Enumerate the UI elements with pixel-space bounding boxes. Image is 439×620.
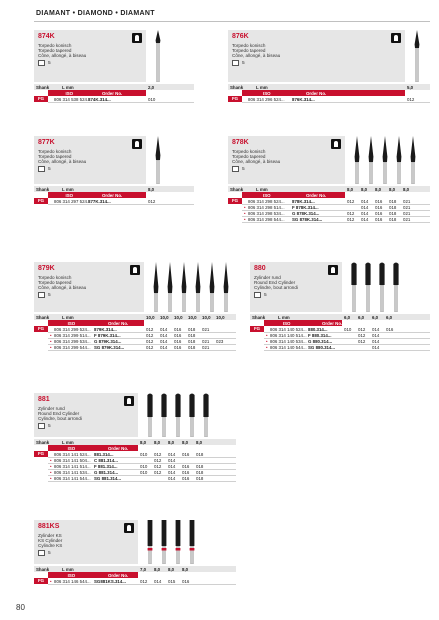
size-value: 015 xyxy=(168,578,176,584)
size-value: 014 xyxy=(361,210,369,216)
pack-quantity: 5 xyxy=(264,292,267,298)
size-value: 021 xyxy=(202,338,210,344)
order-number: G 879K.314... xyxy=(94,338,122,344)
order-header: Order No. xyxy=(306,192,327,198)
size-value: 014 xyxy=(168,469,176,475)
size-value: 016 xyxy=(375,204,383,210)
product-code: 874K xyxy=(38,33,55,40)
product-code: 881KS xyxy=(38,523,60,530)
page-number: 80 xyxy=(16,603,25,612)
product-name-line: Torpedo tapered xyxy=(38,48,72,53)
length-label: L mm xyxy=(62,314,74,320)
size-value: 012 xyxy=(347,210,355,216)
product-table xyxy=(34,84,194,102)
size-value: 018 xyxy=(196,475,204,481)
length-value: 10,0 xyxy=(146,314,155,320)
size-value: 012 xyxy=(146,338,154,344)
length-value: 10,0 xyxy=(174,314,183,320)
iso-number: 806 314 140 534... xyxy=(270,338,307,344)
order-number: SG 880.314... xyxy=(308,344,336,350)
length-label: L mm xyxy=(62,84,74,90)
product-name-line: Torpedo tapered xyxy=(232,48,266,53)
iso-number: 806 314 296 524... xyxy=(248,96,285,102)
size-value: 014 xyxy=(160,326,168,332)
size-value: 021 xyxy=(403,204,411,210)
iso-header: ISO xyxy=(65,90,74,96)
size-value: 010 xyxy=(140,451,148,457)
length-label: L mm xyxy=(256,186,268,192)
length-value: 5,0 xyxy=(407,84,414,90)
length-value: 8,0 xyxy=(361,186,368,192)
product-name-line: Torpedo konisch xyxy=(38,43,72,48)
size-value: 018 xyxy=(188,332,196,338)
length-value: 8,0 xyxy=(182,439,189,445)
order-number: 881.314... xyxy=(94,451,114,457)
product-name-line: Round End Cylinder xyxy=(254,280,296,285)
pack-quantity: 5 xyxy=(48,550,51,556)
product-name-line: Cylindre, bout arrondi xyxy=(38,416,82,421)
product-name-line: Cône, allongé, à biseau xyxy=(38,53,87,58)
size-value: 014 xyxy=(168,463,176,469)
length-label: L mm xyxy=(62,186,74,192)
size-value: 021 xyxy=(202,326,210,332)
pack-icon xyxy=(38,423,45,429)
iso-number: 806 314 538 524... xyxy=(54,96,91,102)
size-value: 018 xyxy=(196,469,204,475)
bur-shape-icon xyxy=(391,33,401,43)
product-name-line: Zylinder rund xyxy=(254,275,281,280)
shank-label: Shank xyxy=(36,566,50,572)
product-name-line: Torpedo tapered xyxy=(232,154,266,159)
order-number: G 878K.314... xyxy=(292,210,320,216)
iso-header: ISO xyxy=(67,320,76,326)
bur-shape-icon xyxy=(132,139,142,149)
fg-tag: FG xyxy=(250,326,264,332)
size-value: 018 xyxy=(196,463,204,469)
size-value: 014 xyxy=(168,475,176,481)
shank-label: Shank xyxy=(36,314,50,320)
order-number: 879K.314... xyxy=(94,326,117,332)
fg-tag: FG xyxy=(34,451,48,457)
size-value: 012 xyxy=(140,578,148,584)
iso-header: ISO xyxy=(65,192,74,198)
product-name-line: Cône, allongé, à biseau xyxy=(232,53,281,58)
product-info-box xyxy=(34,136,146,184)
header-bar xyxy=(34,8,430,22)
length-value: 8,0 xyxy=(389,186,396,192)
iso-header: ISO xyxy=(67,445,76,451)
order-header: Order No. xyxy=(108,320,129,326)
product-name-line: Zylinder KS xyxy=(38,533,62,538)
size-value: 010 xyxy=(140,469,148,475)
product-name-line: Zylinder rund xyxy=(38,406,65,411)
size-value: 018 xyxy=(196,451,204,457)
product-name-line: Torpedo konisch xyxy=(232,43,266,48)
product-info-box xyxy=(34,30,146,82)
shank-label: Shank xyxy=(36,186,50,192)
length-value: 8,0 xyxy=(140,439,147,445)
product-code: 878K xyxy=(232,139,249,146)
fg-tag: FG xyxy=(34,578,48,584)
length-value: 7,0 xyxy=(140,566,147,572)
product-table xyxy=(34,314,236,350)
size-value: 016 xyxy=(174,338,182,344)
order-number: SG 879K.314... xyxy=(94,344,125,350)
iso-number: 806 314 298 514... xyxy=(248,204,285,210)
size-value: 014 xyxy=(361,198,369,204)
size-value: 021 xyxy=(403,210,411,216)
pack-icon xyxy=(232,166,239,172)
size-value: 016 xyxy=(375,216,383,222)
bur-shape-icon xyxy=(124,396,134,406)
length-value: 8,0 xyxy=(196,439,203,445)
bullet: • xyxy=(50,332,52,338)
size-value: 016 xyxy=(174,344,182,350)
size-value: 014 xyxy=(168,451,176,457)
product-name-line: Round End Cylinder xyxy=(38,411,80,416)
product-code: 877K xyxy=(38,139,55,146)
bullet: • xyxy=(50,338,52,344)
iso-header: ISO xyxy=(67,572,76,578)
bullet: • xyxy=(266,338,268,344)
shank-label: Shank xyxy=(36,84,50,90)
size-value: 018 xyxy=(389,204,397,210)
iso-header: ISO xyxy=(263,192,271,198)
size-value: 012 xyxy=(407,96,415,102)
fg-tag: FG xyxy=(34,96,48,102)
size-value: 016 xyxy=(182,475,190,481)
order-number: 880.314... xyxy=(308,326,328,332)
size-value: 016 xyxy=(375,198,383,204)
shank-label: Shank xyxy=(252,314,266,320)
product-name-line: Torpedo tapered xyxy=(38,280,72,285)
iso-number: 806 314 299 534... xyxy=(54,338,91,344)
iso-number: 806 314 141 544... xyxy=(54,475,91,481)
product-name-line: Torpedo tapered xyxy=(38,154,72,159)
bullet: • xyxy=(266,332,268,338)
order-number: F 878K.314... xyxy=(292,204,319,210)
order-number: 874K.314... xyxy=(88,96,111,102)
size-value: 014 xyxy=(154,578,162,584)
size-value: 010 xyxy=(344,326,352,332)
size-value: 023 xyxy=(216,338,224,344)
product-info-box xyxy=(34,393,138,437)
iso-number: 806 314 141 524... xyxy=(54,451,91,457)
order-header: Order No. xyxy=(108,445,129,451)
shank-label: Shank xyxy=(230,84,244,90)
length-label: L mm xyxy=(62,566,74,572)
bur-shape-icon xyxy=(124,523,134,533)
shank-label: Shank xyxy=(36,439,50,445)
product-name-line: Cylindre KS xyxy=(38,543,63,548)
pack-quantity: 5 xyxy=(48,166,51,172)
pack-icon xyxy=(254,292,261,298)
size-value: 016 xyxy=(375,210,383,216)
size-value: 018 xyxy=(389,216,397,222)
length-value: 10,0 xyxy=(216,314,225,320)
size-value: 014 xyxy=(372,332,380,338)
size-value: 021 xyxy=(403,216,411,222)
bullet: • xyxy=(50,463,52,469)
size-value: 012 xyxy=(347,198,355,204)
size-value: 014 xyxy=(372,338,380,344)
length-value: 8,0 xyxy=(375,186,382,192)
order-number: F 881.314... xyxy=(94,463,118,469)
pack-quantity: 5 xyxy=(48,292,51,298)
bur-shape-icon xyxy=(331,139,341,149)
length-value: 8,0 xyxy=(347,186,354,192)
length-value: 10,0 xyxy=(188,314,197,320)
product-code: 876K xyxy=(232,33,249,40)
size-value: 012 xyxy=(347,216,355,222)
product-name-line: Cône, allongé, à biseau xyxy=(38,159,87,164)
iso-number: 806 314 299 514... xyxy=(54,332,91,338)
length-value: 8,0 xyxy=(154,439,161,445)
iso-number: 806 314 298 544... xyxy=(248,216,285,222)
iso-number: 806 314 299 544... xyxy=(54,344,91,350)
size-value: 016 xyxy=(182,578,190,584)
length-value: 8,0 xyxy=(168,439,175,445)
size-value: 018 xyxy=(389,198,397,204)
pack-icon xyxy=(232,60,239,66)
product-info-box xyxy=(228,136,345,184)
size-value: 021 xyxy=(403,198,411,204)
iso-number: 806 314 146 544... xyxy=(54,578,91,584)
iso-number: 806 314 141 504... xyxy=(54,457,91,463)
length-value: 8,0 xyxy=(182,566,189,572)
bur-shape-icon xyxy=(130,265,140,275)
product-info-box xyxy=(228,30,405,82)
size-value: 014 xyxy=(372,326,380,332)
size-value: 012 xyxy=(146,326,154,332)
pack-icon xyxy=(38,60,45,66)
product-code: 881 xyxy=(38,396,50,403)
fg-tag: FG xyxy=(228,96,242,102)
iso-header: ISO xyxy=(282,320,291,326)
pack-quantity: 5 xyxy=(242,60,245,66)
order-header: Order No. xyxy=(102,90,123,96)
length-label: L mm xyxy=(256,84,268,90)
bullet: • xyxy=(50,578,52,584)
size-value: 016 xyxy=(182,463,190,469)
pack-quantity: 5 xyxy=(48,60,51,66)
size-value: 012 xyxy=(154,451,162,457)
order-number: SG 881.314... xyxy=(94,475,122,481)
size-value: 012 xyxy=(154,469,162,475)
size-value: 014 xyxy=(361,204,369,210)
size-value: 014 xyxy=(372,344,380,350)
product-table xyxy=(228,186,430,222)
size-value: 018 xyxy=(188,338,196,344)
iso-header: ISO xyxy=(263,90,271,96)
size-value: 016 xyxy=(386,326,394,332)
order-header: Order No. xyxy=(102,192,123,198)
size-value: 012 xyxy=(358,326,366,332)
order-header: Order No. xyxy=(306,90,327,96)
order-number: C 881.314... xyxy=(94,457,118,463)
size-value: 016 xyxy=(174,326,182,332)
length-value: 8,0 xyxy=(154,566,161,572)
size-value: 012 xyxy=(358,332,366,338)
product-name-line: Torpedo konisch xyxy=(38,149,72,154)
bur-shape-icon xyxy=(132,33,142,43)
order-number: F 879K.314... xyxy=(94,332,121,338)
product-table xyxy=(250,314,430,350)
shank-label: Shank xyxy=(230,186,244,192)
pack-icon xyxy=(38,166,45,172)
pack-icon xyxy=(38,550,45,556)
product-name-line: Cylindre, bout arrondi xyxy=(254,285,298,290)
bullet: • xyxy=(244,210,246,216)
length-value: 6,0 xyxy=(372,314,379,320)
size-value: 012 xyxy=(154,463,162,469)
bullet: • xyxy=(50,475,52,481)
product-table xyxy=(34,186,194,204)
iso-number: 806 314 140 524... xyxy=(270,326,307,332)
bur-shape-icon xyxy=(328,265,338,275)
size-value: 018 xyxy=(188,344,196,350)
product-info-box xyxy=(250,262,342,312)
length-value: 8,0 xyxy=(168,566,175,572)
product-name-line: Torpedo konisch xyxy=(38,275,72,280)
order-header: Order No. xyxy=(108,572,129,578)
length-label: L mm xyxy=(278,314,290,320)
size-value: 016 xyxy=(174,332,182,338)
length-value: 2,0 xyxy=(148,84,155,90)
iso-number: 806 314 141 514... xyxy=(54,463,91,469)
order-number: G 881.314... xyxy=(94,469,119,475)
order-number: SG881KS.314... xyxy=(94,578,126,584)
fg-tag: FG xyxy=(228,198,242,204)
pack-icon xyxy=(38,292,45,298)
pack-quantity: 5 xyxy=(48,423,51,429)
order-number: 877K.314... xyxy=(88,198,111,204)
product-name-line: Torpedo konisch xyxy=(232,149,266,154)
length-value: 8,0 xyxy=(148,186,155,192)
product-info-box xyxy=(34,520,138,564)
product-table xyxy=(228,84,430,102)
iso-number: 806 314 299 524... xyxy=(54,326,91,332)
product-code: 880 xyxy=(254,265,266,272)
size-value: 014 xyxy=(168,457,176,463)
order-number: SG 878K.314... xyxy=(292,216,323,222)
length-value: 6,0 xyxy=(386,314,393,320)
length-value: 10,0 xyxy=(202,314,211,320)
product-info-box xyxy=(34,262,144,312)
order-number: 876K.314... xyxy=(292,96,315,102)
size-value: 012 xyxy=(154,457,162,463)
fg-tag: FG xyxy=(34,326,48,332)
fg-tag: FG xyxy=(34,198,48,204)
size-value: 021 xyxy=(202,344,210,350)
iso-number: 806 314 141 534... xyxy=(54,469,91,475)
size-value: 018 xyxy=(389,210,397,216)
bullet: • xyxy=(266,344,268,350)
size-value: 016 xyxy=(182,469,190,475)
bullet: • xyxy=(50,457,52,463)
product-name-line: KS Cylinder xyxy=(38,538,63,543)
size-value: 014 xyxy=(160,344,168,350)
length-value: 10,0 xyxy=(160,314,169,320)
size-value: 018 xyxy=(188,326,196,332)
length-label: L mm xyxy=(62,439,74,445)
bullet: • xyxy=(244,204,246,210)
size-value: 012 xyxy=(148,198,156,204)
order-number: 878K.314... xyxy=(292,198,315,204)
size-value: 014 xyxy=(160,338,168,344)
product-table xyxy=(34,439,236,481)
order-header: Order No. xyxy=(322,320,343,326)
header-title: DIAMANT • DIAMOND • DIAMANT xyxy=(36,10,155,17)
pack-quantity: 5 xyxy=(242,166,245,172)
product-name-line: Cône, allongé, à biseau xyxy=(38,285,87,290)
length-value: 6,0 xyxy=(344,314,351,320)
size-value: 012 xyxy=(146,344,154,350)
size-value: 014 xyxy=(361,216,369,222)
iso-number: 806 314 140 514... xyxy=(270,332,307,338)
size-value: 012 xyxy=(358,338,366,344)
bullet: • xyxy=(50,469,52,475)
bullet: • xyxy=(50,344,52,350)
bullet: • xyxy=(244,216,246,222)
size-value: 012 xyxy=(146,332,154,338)
order-number: G 880.314... xyxy=(308,338,333,344)
length-value: 6,0 xyxy=(358,314,365,320)
size-value: 010 xyxy=(148,96,156,102)
iso-number: 806 314 297 524... xyxy=(54,198,91,204)
iso-number: 806 314 298 524... xyxy=(248,198,285,204)
size-value: 010 xyxy=(140,463,148,469)
product-table xyxy=(34,566,236,584)
length-value: 8,0 xyxy=(403,186,410,192)
product-code: 879K xyxy=(38,265,55,272)
size-value: 014 xyxy=(160,332,168,338)
size-value: 016 xyxy=(182,451,190,457)
order-number: F 880.314... xyxy=(308,332,332,338)
product-name-line: Cône, allongé, à biseau xyxy=(232,159,281,164)
iso-number: 806 314 298 534... xyxy=(248,210,285,216)
iso-number: 806 314 140 544... xyxy=(270,344,307,350)
